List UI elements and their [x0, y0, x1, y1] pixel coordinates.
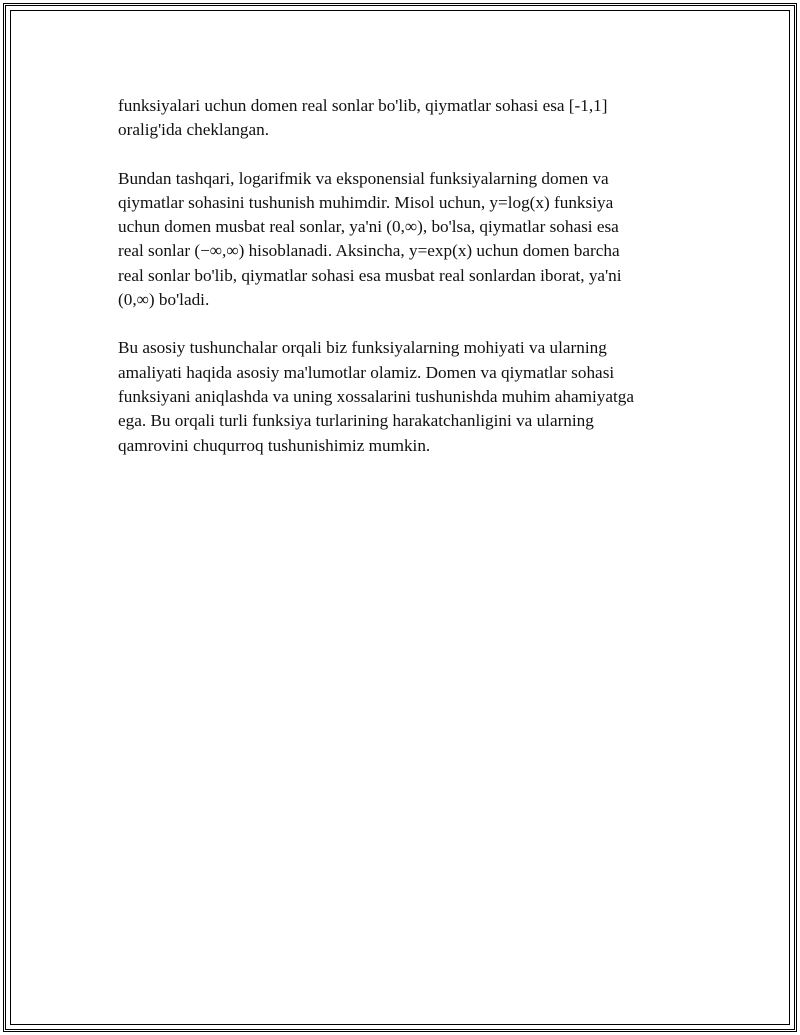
document-body: [118, 94, 683, 482]
paragraph-log-exp-functions: Bundan tashqari, logarifmik va eksponensial funksiyalarning domen va qiymatlar sohasini tushunish muhimdir. Misol uchun, y=log(x) funksiya uchun domen musbat real sonlar, ya'ni (0,∞), bo'lsa, qiymatlar sohasi esa real sonlar (−∞,∞) hisoblanadi. Aksincha, y=exp(x) uchun domen barcha real sonlar bo'lib, qiymatlar sohasi esa musbat real sonlardan iborat, ya'ni (0,∞) bo'ladi.: [118, 168, 622, 310]
paragraph-conclusion: Bu asosiy tushunchalar orqali biz funksiyalarning mohiyati va ularning amaliyati haqida asosiy ma'lumotlar olamiz. Domen va qiymatlar sohasi funksiyani aniqlashda va uning xossalarini tushunishda muhim ahamiyatga ega. Bu orqali turli funksiya turlarining harakatchanligini va ularning qamrovini chuqurroq tushunishimiz mumkin.: [118, 338, 635, 455]
paragraph-range-continuation: funksiyalari uchun domen real sonlar bo'lib, qiymatlar sohasi esa [-1,1] oralig'ida cheklangan.: [118, 96, 608, 140]
